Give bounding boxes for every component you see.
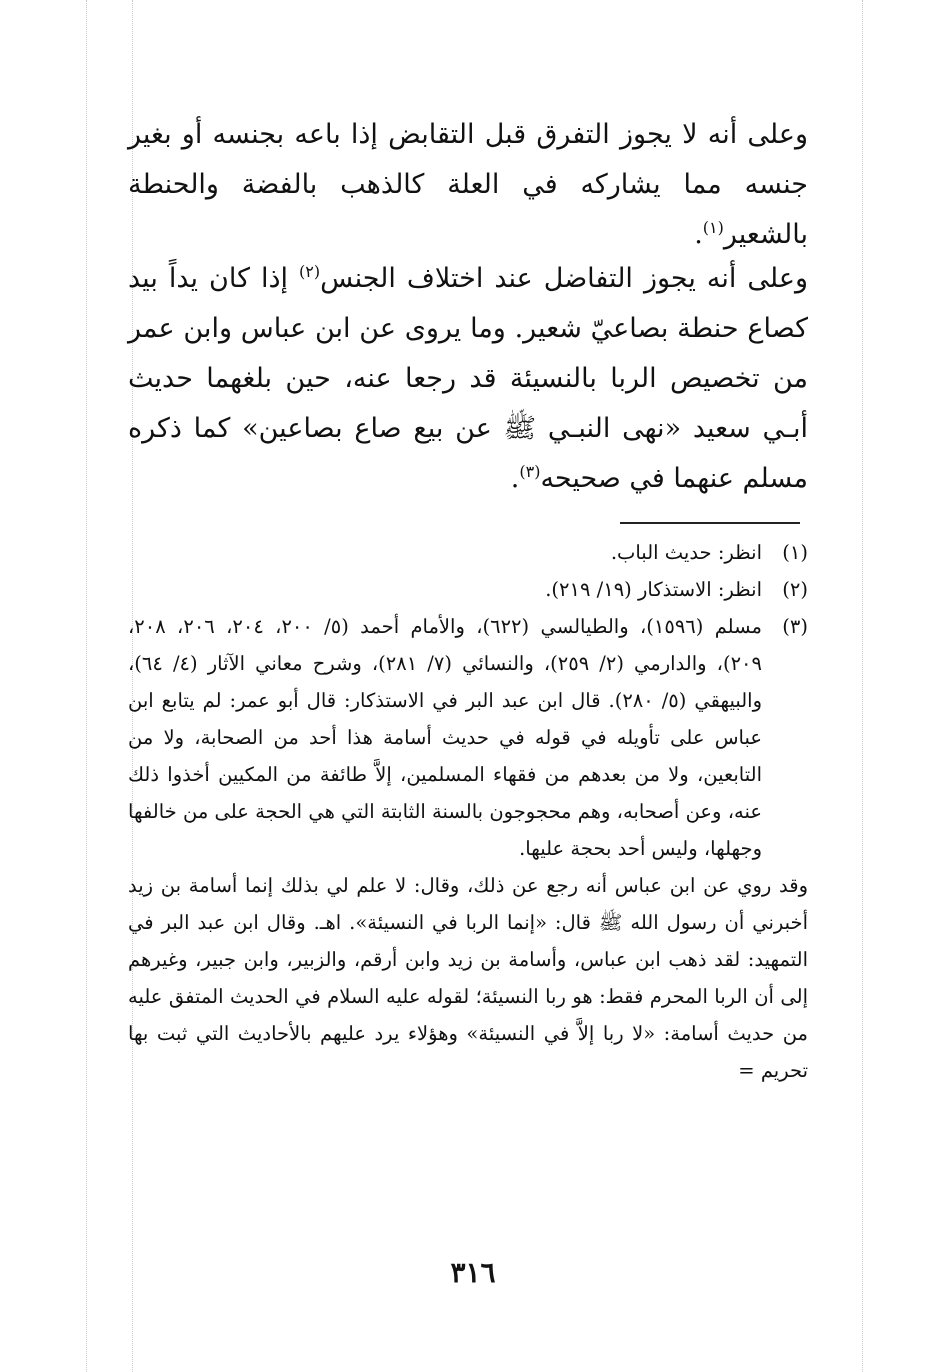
paragraph-end: .: [694, 219, 703, 250]
footnote-text: انظر: حديث الباب.: [610, 541, 762, 564]
footnote-separator: [620, 522, 800, 524]
main-paragraph-1: [128, 110, 808, 260]
footnote-number: (٣): [782, 615, 808, 638]
paragraph-text: وعلى أنه يجوز التفاضل عند اختلاف الجنس: [320, 263, 808, 294]
footnote-continuation: وقد روي عن ابن عباس أنه رجع عن ذلك، وقال: لا علم لي بذلك إنما أسامة بن زيد أخبرني أن رسول الله ﷺ قال: «إنما الربا في النسيئة». اهـ. وقال ابن عبد البر في التمهيد: لقد ذهب ابن عباس، وأسامة بن زيد وابن أرقم، والزبير، وابن جبير، وغيرهم إلى أن الربا المحرم فقط: هو ربا النسيئة؛ لقوله عليه السلام في الحديث المتفق عليه من حديث أسامة: «لا ربا إلاَّ في النسيئة» وهؤلاء يرد عليهم بالأحاديث التي ثبت بها تحريم =: [128, 874, 808, 1082]
paragraph-text: إذا كان يداً بيد كصاع حنطة بصاعيّ شعير. وما يروى عن ابن عباس وابن عمر من تخصيص الربا بالنسيئة قد رجعا عنه، حين بلغهما حديث أبـي سعيد «نهى النبـي ﷺ عن بيع صاع بصاعين» كما ذكره مسلم عنهما في صحيحه: [128, 263, 808, 494]
footnote-text: انظر: الاستذكار (١٩/ ٢١٩).: [545, 578, 762, 601]
footnote-number: (١): [782, 541, 808, 564]
footnote-text: مسلم (١٥٩٦)، والطيالسي (٦٢٢)، والأمام أحمد (٥/ ٢٠٠، ٢٠٤، ٢٠٦، ٢٠٨، ٢٠٩)، والدارمي (٢/ ٢٥٩)، والنسائي (٧/ ٢٨١)، وشرح معاني الآثار (٤/ ٦٤)، والبيهقي (٥/ ٢٨٠). قال ابن عبد البر في الاستذكار: قال أبو عمر: لم يتابع ابن عباس على تأويله في قوله في حديث أسامة هذا أحد من الصحابة، ولا من التابعين، ولا من بعدهم من فقهاء المسلمين، إلاَّ طائفة من المكيين أخذوا ذلك عنه، وعن أصحابه، وهم محجوجون بالسنة الثابتة التي هي الحجة على من خالفها وجهلها، وليس أحد بحجة عليها.: [128, 615, 762, 860]
paragraph-end: .: [510, 463, 520, 494]
footnote-1: [128, 534, 808, 571]
footnote-reference: (٣): [519, 462, 541, 481]
footnote-reference: (٢): [299, 262, 321, 281]
footnote-reference: (١): [702, 218, 724, 237]
scan-artifact-line: [86, 0, 87, 1372]
paragraph-text: وعلى أنه لا يجوز التفرق قبل التقابض إذا باعه بجنسه أو بغير جنسه مما يشاركه في العلة كالذهب بالفضة والحنطة بالشعير: [128, 119, 808, 250]
footnotes: [128, 534, 808, 1089]
footnote-2: [128, 571, 808, 608]
scan-artifact-line: [862, 0, 863, 1372]
footnote-number: (٢): [782, 578, 808, 601]
page-number: ٣١٦: [450, 1256, 496, 1289]
footnote-3: [128, 608, 808, 867]
main-paragraph-2: [128, 254, 808, 504]
